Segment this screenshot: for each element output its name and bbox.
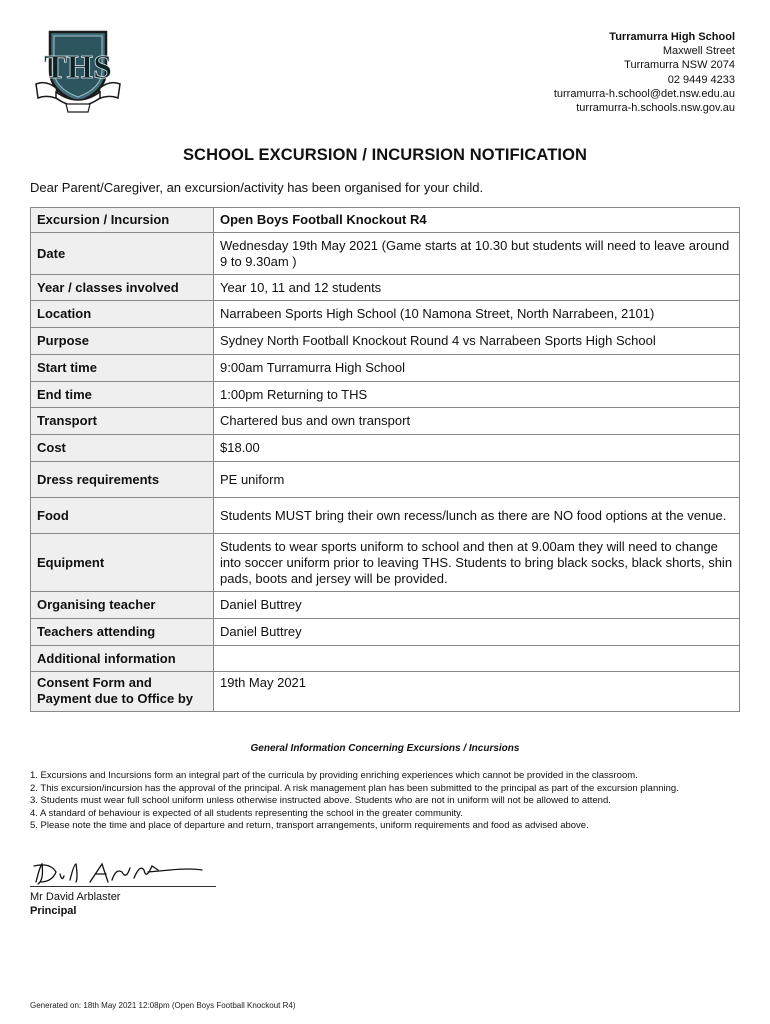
- signer-block: [30, 890, 120, 918]
- school-website[interactable]: turramurra-h.schools.nsw.gov.au: [576, 102, 735, 115]
- school-suburb: Turramurra NSW 2074: [624, 59, 735, 72]
- row-value: $18.00: [214, 435, 740, 462]
- school-name: Turramurra High School: [609, 31, 735, 43]
- list-item: 3. Students must wear full school uniform unless otherwise instructed above. Students who are not in uniform will not be allowed to attend.: [30, 795, 611, 806]
- table-row: [31, 208, 740, 233]
- row-value: Open Boys Football Knockout R4: [214, 208, 740, 233]
- row-value: 1:00pm Returning to THS: [214, 382, 740, 408]
- table-row: [31, 408, 740, 435]
- table-row: [31, 355, 740, 382]
- table-row: [31, 328, 740, 355]
- table-row: [31, 382, 740, 408]
- row-value: Wednesday 19th May 2021 (Game starts at 10.30 but students will need to leave around 9 to 9.30am ): [214, 233, 740, 275]
- table-row: [31, 672, 740, 712]
- row-label: Dress requirements: [31, 462, 214, 498]
- row-value: Daniel Buttrey: [214, 592, 740, 619]
- row-label: Year / classes involved: [31, 275, 214, 301]
- row-value: Sydney North Football Knockout Round 4 vs Narrabeen Sports High School: [214, 328, 740, 355]
- row-label: Excursion / Incursion: [31, 208, 214, 233]
- row-label: Consent Form and Payment due to Office by: [31, 672, 214, 712]
- school-email[interactable]: turramurra-h.school@det.nsw.edu.au: [553, 87, 735, 100]
- intro-text: Dear Parent/Caregiver, an excursion/activity has been organised for your child.: [30, 180, 484, 195]
- row-value: Daniel Buttrey: [214, 619, 740, 646]
- school-address: [554, 30, 735, 115]
- list-item: 2. This excursion/incursion has the approval of the principal. A risk management plan has been submitted to the principal as part of the excursion planning.: [30, 782, 679, 794]
- row-value: Chartered bus and own transport: [214, 408, 740, 435]
- table-row: [31, 301, 740, 328]
- list-item: 1. Excursions and Incursions form an integral part of the curricula by providing enriching experiences which cannot be provided in the classroom.: [30, 770, 638, 781]
- row-label: Date: [31, 233, 214, 275]
- row-label: Transport: [31, 408, 214, 435]
- row-label: Teachers attending: [31, 619, 214, 646]
- table-row: [31, 462, 740, 498]
- table-row: [31, 619, 740, 646]
- row-label: End time: [31, 382, 214, 408]
- general-info-list: [30, 770, 742, 833]
- table-row: [31, 646, 740, 672]
- row-label: Start time: [31, 355, 214, 382]
- row-value: Students to wear sports uniform to school and then at 9.00am they will need to change into soccer uniform prior to leaving THS. Students to bring black socks, black shorts, shin pads, boots and jersey will be provided.: [214, 534, 740, 592]
- table-row: [31, 233, 740, 275]
- row-label: Location: [31, 301, 214, 328]
- school-street: Maxwell Street: [662, 45, 735, 58]
- table-row: [31, 498, 740, 534]
- row-value: [214, 646, 740, 672]
- table-row: [31, 435, 740, 462]
- general-info-heading: General Information Concerning Excursions / Incursions: [250, 743, 520, 754]
- signer-name: Mr David Arblaster: [30, 891, 121, 903]
- row-value: Year 10, 11 and 12 students: [214, 275, 740, 301]
- row-label: Purpose: [31, 328, 214, 355]
- table-row: [31, 534, 740, 592]
- list-item: 4. A standard of behaviour is expected of all students representing the school in the greater community.: [30, 807, 463, 819]
- page-title: SCHOOL EXCURSION / INCURSION NOTIFICATION: [182, 146, 588, 164]
- school-crest-logo: [30, 26, 126, 114]
- logo-letters: THS: [43, 49, 113, 86]
- school-phone: 02 9449 4233: [667, 73, 735, 86]
- row-label: Organising teacher: [31, 592, 214, 619]
- signature-line: [30, 886, 216, 887]
- list-item: 5. Please note the time and place of departure and return, transport arrangements, uniform requirements and food as advised above.: [30, 820, 589, 831]
- row-value: 9:00am Turramurra High School: [214, 355, 740, 382]
- row-label: Equipment: [31, 534, 214, 592]
- row-label: Food: [31, 498, 214, 534]
- row-value: Students MUST bring their own recess/lunch as there are NO food options at the venue.: [214, 498, 740, 534]
- row-value: PE uniform: [214, 462, 740, 498]
- generated-footer: Generated on: 18th May 2021 12:08pm (Open Boys Football Knockout R4): [30, 1001, 296, 1010]
- row-value: Narrabeen Sports High School (10 Namona Street, North Narrabeen, 2101): [214, 301, 740, 328]
- signer-role: Principal: [30, 905, 77, 917]
- principal-signature: [30, 860, 216, 888]
- excursion-details-table: [30, 207, 740, 712]
- row-value: 19th May 2021: [214, 672, 740, 712]
- row-label: Cost: [31, 435, 214, 462]
- table-row: [31, 275, 740, 301]
- table-row: [31, 592, 740, 619]
- row-label: Additional information: [31, 646, 214, 672]
